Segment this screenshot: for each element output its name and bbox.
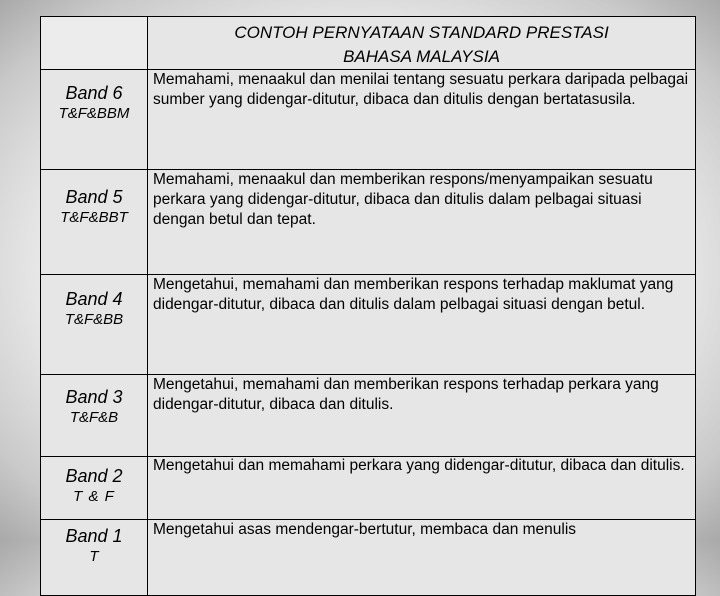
band-description: Mengetahui, memahami dan memberikan respons terhadap perkara yang didengar-ditutur, dibaca dan ditulis. (148, 375, 696, 457)
band-code: T&F&B (69, 409, 119, 426)
band-name: Band 5 (65, 187, 123, 207)
band-row-2 (41, 457, 696, 520)
table-title (148, 17, 696, 70)
band-code: T&F&BBT (60, 209, 128, 226)
title-line-1: CONTOH PERNYATAAN STANDARD PRESTASI (234, 23, 609, 42)
band-code: T&F&BB (64, 311, 124, 328)
band-label-cell (41, 70, 148, 170)
band-row-4 (41, 275, 696, 375)
band-row-1 (41, 520, 696, 596)
band-label-cell (41, 275, 148, 375)
band-code: T & F (73, 488, 115, 505)
band-name: Band 2 (65, 466, 123, 486)
band-description: Memahami, menaakul dan menilai tentang sesuatu perkara daripada pelbagai sumber yang didengar-ditutur, dibaca dan ditulis dengan bertatasusila. (148, 70, 696, 170)
band-code: T (89, 548, 99, 565)
standards-table (40, 16, 696, 596)
title-line-2: BAHASA MALAYSIA (343, 47, 500, 66)
band-name: Band 6 (65, 83, 123, 103)
band-label-cell (41, 170, 148, 275)
header-blank-cell (41, 17, 148, 70)
band-row-3 (41, 375, 696, 457)
band-description: Mengetahui dan memahami perkara yang didengar-ditutur, dibaca dan ditulis. (148, 457, 696, 520)
band-description: Memahami, menaakul dan memberikan respons/menyampaikan sesuatu perkara yang didengar-ditutur, dibaca dan ditulis dalam pelbagai situasi dengan betul dan tepat. (148, 170, 696, 275)
band-name: Band 4 (65, 289, 123, 309)
band-row-6 (41, 70, 696, 170)
band-code: T&F&BBM (58, 105, 130, 122)
band-label-cell (41, 375, 148, 457)
band-description: Mengetahui, memahami dan memberikan respons terhadap maklumat yang didengar-ditutur, dibaca dan ditulis dalam pelbagai situasi dengan betul. (148, 275, 696, 375)
band-label-cell (41, 457, 148, 520)
band-description: Mengetahui asas mendengar-bertutur, membaca dan menulis (148, 520, 696, 596)
band-label-cell (41, 520, 148, 596)
band-row-5 (41, 170, 696, 275)
band-name: Band 1 (65, 526, 123, 546)
header-row (41, 17, 696, 70)
band-name: Band 3 (65, 387, 123, 407)
